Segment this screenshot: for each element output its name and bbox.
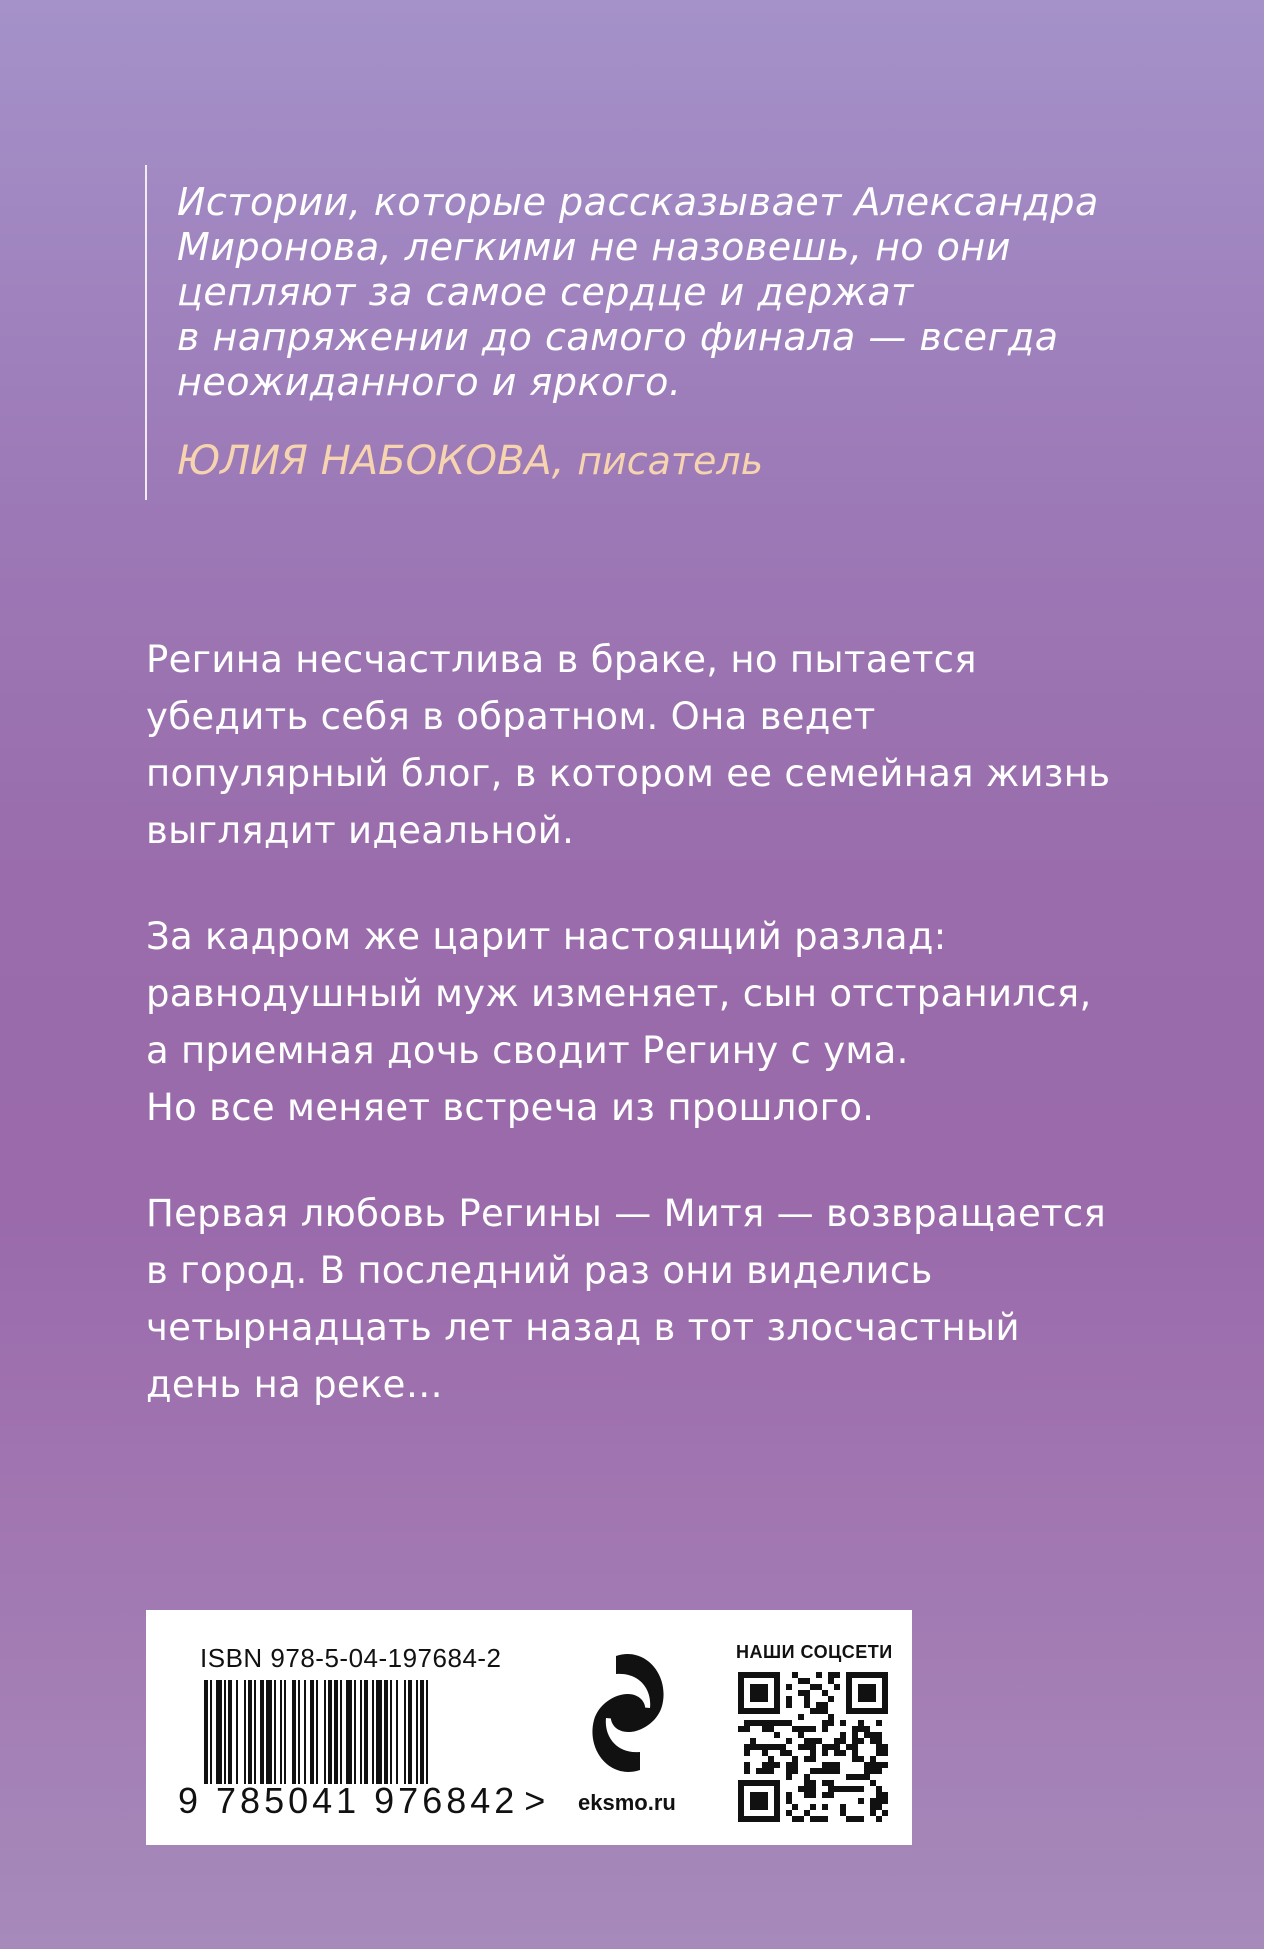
description-paragraph-3: Первая любовь Регины — Митя — возвращается в город. В последний раз они виделись четырнадцать лет назад в тот злосчастный день на реке… xyxy=(146,1192,1107,1406)
description-paragraph-2: За кадром же царит настоящий разлад: равнодушный муж изменяет, сын отстранился, а приемная дочь сводит Регину с ума. Но все меняет встреча из прошлого. xyxy=(146,915,1092,1129)
barcode-number: 9 785041 976842 xyxy=(178,1780,519,1821)
quote-author-role: писатель xyxy=(577,439,764,483)
isbn-label: ISBN 978-5-04-197684-2 xyxy=(200,1643,502,1673)
barcode-digits xyxy=(178,1780,549,1822)
barcode-icon xyxy=(204,1680,507,1784)
review-quote xyxy=(145,165,1145,500)
quote-text: Истории, которые рассказывает Александра Миронова, легкими не назовешь, но они цепляют за самое сердце и держат в напряжении до самого финала — всегда неожиданного и яркого. xyxy=(177,180,1099,404)
isbn-panel xyxy=(146,1610,912,1845)
publisher-site: eksmo.ru xyxy=(578,1790,676,1815)
social-label: НАШИ СОЦСЕТИ xyxy=(736,1642,893,1662)
description-paragraph-1: Регина несчастлива в браке, но пытается убедить себя в обратном. Она ведет популярный блог, в котором ее семейная жизнь выглядит идеальной. xyxy=(146,638,1111,852)
quote-attribution xyxy=(177,437,1145,485)
eksmo-logo-icon xyxy=(586,1648,670,1778)
book-description xyxy=(146,631,1186,1462)
barcode-arrow: > xyxy=(524,1780,550,1821)
quote-author-name: ЮЛИЯ НАБОКОВА, xyxy=(177,438,565,484)
qr-code-icon xyxy=(738,1672,888,1822)
